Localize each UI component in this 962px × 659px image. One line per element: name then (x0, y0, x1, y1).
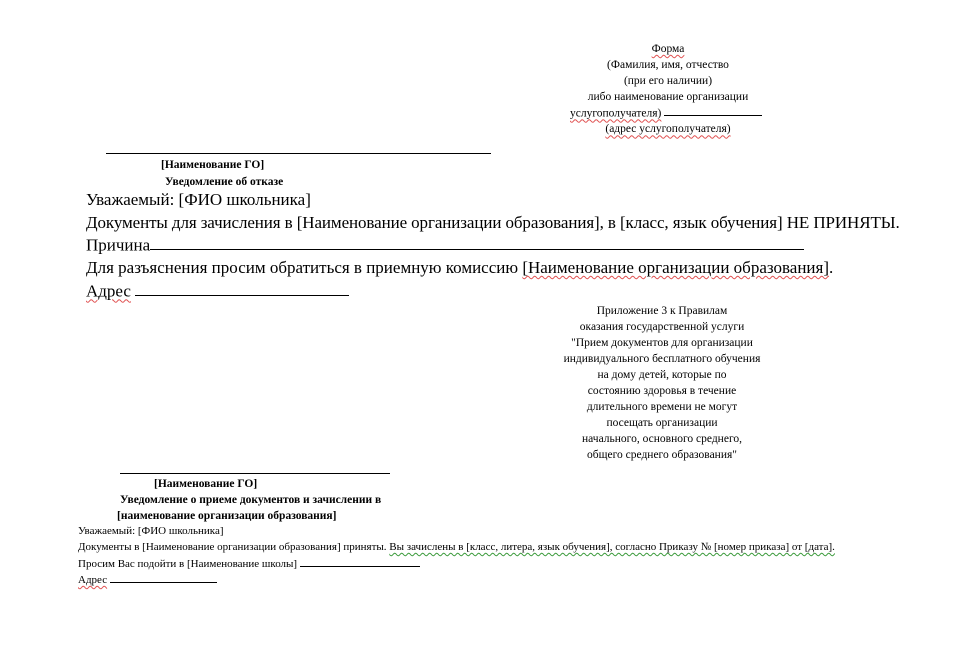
recipient-blank (664, 105, 762, 116)
contact-prefix: Для разъяснения просим обратиться в приемную комиссию (86, 258, 523, 277)
reason-blank (150, 234, 804, 250)
refusal-address-line (86, 280, 349, 303)
refusal-contact-line (86, 257, 833, 280)
acceptance-org-heading: [Наименование ГО] (154, 478, 258, 490)
recipient-label: услугополучателя) (570, 107, 662, 120)
appendix-line: "Прием документов для организации (571, 337, 753, 349)
appendix-line: посещать организации (606, 417, 718, 429)
appendix-line: на дому детей, которые по (597, 369, 727, 381)
reason-label: Причина (86, 235, 151, 255)
recipient-address-line: (адрес услугополучателя) (605, 123, 731, 136)
acceptance-address-label: Адрес (78, 573, 108, 586)
acceptance-greeting: Уважаемый: [ФИО школьника] (78, 525, 224, 537)
acceptance-notice-title-1: Уведомление о приеме документов и зачислении в (120, 494, 382, 506)
appendix-line: начального, основного среднего, (581, 433, 742, 445)
patronymic-note: (при его наличии) (623, 75, 713, 87)
refusal-top-rule (106, 153, 491, 154)
refusal-body-text: Документы для зачисления в [Наименование организации образования], в [класс, язык обучения] НЕ ПРИНЯТЫ. (86, 213, 900, 232)
acceptance-notice-title-2: [наименование организации образования] (117, 510, 337, 522)
full-name-line: (Фамилия, имя, отчество (607, 59, 729, 71)
organization-name-line: либо наименование организации (587, 91, 749, 103)
visit-blank (300, 556, 420, 567)
contact-organization: [Наименование организации образования] (522, 258, 830, 277)
refusal-greeting: Уважаемый: [ФИО школьника] (86, 190, 311, 209)
appendix-line: длительного времени не могут (586, 401, 738, 413)
refusal-notice-title: Уведомление об отказе (165, 176, 284, 188)
appendix-line: Приложение 3 к Правилам (596, 305, 728, 317)
header-block (556, 41, 780, 137)
acceptance-visit-line (78, 556, 420, 572)
appendix-line: общего среднего образования" (587, 449, 737, 461)
refusal-org-heading: [Наименование ГО] (161, 159, 265, 171)
acceptance-top-rule (120, 473, 390, 474)
acceptance-body-line (78, 540, 835, 556)
acceptance-enrolled-text: Вы зачислены в [класс, литера, язык обучения], согласно Приказу № [номер приказа] от [дата]. (389, 541, 835, 553)
acceptance-address-blank (110, 572, 217, 583)
refusal-address-blank (135, 280, 349, 296)
appendix-block (550, 303, 774, 463)
refusal-reason-line (86, 234, 804, 257)
appendix-line: состоянию здоровья в течение (587, 385, 737, 397)
appendix-line: индивидуального бесплатного обучения (563, 353, 761, 365)
acceptance-body-prefix: Документы в [Наименование организации образования] приняты. (78, 541, 390, 553)
refusal-address-label: Адрес (86, 281, 131, 301)
acceptance-address-line (78, 572, 217, 588)
contact-suffix: . (829, 258, 834, 277)
visit-label: Просим Вас подойти в [Наименование школы] (78, 557, 298, 570)
recipient-line (556, 105, 780, 121)
form-label: Форма (651, 43, 685, 55)
appendix-line: оказания государственной услуги (579, 321, 745, 333)
